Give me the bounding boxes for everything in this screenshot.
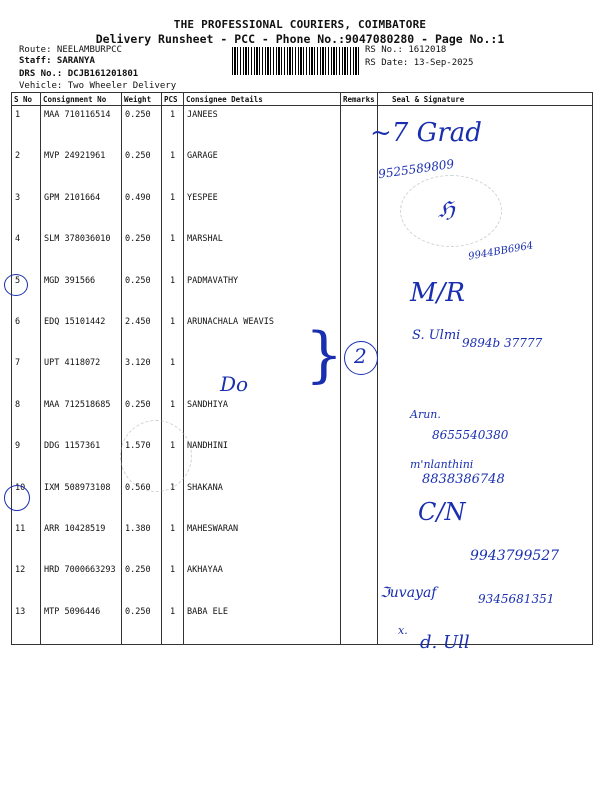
row-seal <box>378 603 593 645</box>
row-weight: 0.250 <box>122 561 162 602</box>
row-consignee: ARUNACHALA WEAVIS <box>184 313 341 354</box>
row-consignee: JANEES <box>184 106 341 148</box>
table-row <box>12 147 593 188</box>
row-consignment: GPM 2101664 <box>41 189 122 230</box>
col-remarks: Remarks <box>341 93 378 106</box>
row-remarks <box>341 396 378 437</box>
row-sno: 9 <box>12 437 41 478</box>
row-consignee: SANDHIYA <box>184 396 341 437</box>
row-consignment: IXM 508973108 <box>41 479 122 520</box>
ditto-mark: Do <box>220 372 249 396</box>
phone-row-11: 9943799527 <box>470 548 560 564</box>
row-consignee: MARSHAL <box>184 230 341 271</box>
row-consignment: MVP 24921961 <box>41 147 122 188</box>
row-consignee: PADMAVATHY <box>184 272 341 313</box>
row-remarks <box>341 230 378 271</box>
row-pcs: 1 <box>162 272 184 313</box>
row-consignment: ARR 10428519 <box>41 520 122 561</box>
row-sno: 13 <box>12 603 41 645</box>
col-weight: Weight <box>122 93 162 106</box>
row-weight: 2.450 <box>122 313 162 354</box>
office-stamp <box>120 420 192 492</box>
row-sno: 7 <box>12 354 41 395</box>
table-row <box>12 354 593 395</box>
row-sno: 2 <box>12 147 41 188</box>
row-weight: 0.250 <box>122 272 162 313</box>
row-sno: 12 <box>12 561 41 602</box>
row-pcs: 1 <box>162 520 184 561</box>
row-consignment: MAA 712518685 <box>41 396 122 437</box>
row-sno: 1 <box>12 106 41 148</box>
table-row <box>12 106 593 148</box>
row-consignment: DDG 1157361 <box>41 437 122 478</box>
route-label: Route: NEELAMBURPCC <box>19 45 122 55</box>
row-consignment: HRD 7000663293 <box>41 561 122 602</box>
row-seal <box>378 354 593 395</box>
row-consignee: GARAGE <box>184 147 341 188</box>
row-sno: 3 <box>12 189 41 230</box>
phone-row-9: 8838386748 <box>422 472 505 487</box>
row-consignee: SHAKANA <box>184 479 341 520</box>
row-consignee: NANDHINI <box>184 437 341 478</box>
col-sno: S No <box>12 93 41 106</box>
col-consignment: Consignment No <box>41 93 122 106</box>
row-remarks <box>341 147 378 188</box>
phone-row-6: 9894b 37777 <box>462 336 543 350</box>
table-row <box>12 189 593 230</box>
row-sno: 8 <box>12 396 41 437</box>
row-remarks <box>341 561 378 602</box>
row-pcs: 1 <box>162 354 184 395</box>
remark-mr: M/R <box>410 278 465 308</box>
row-pcs: 1 <box>162 603 184 645</box>
row-remarks <box>341 437 378 478</box>
row-consignee: YESPEE <box>184 189 341 230</box>
row-remarks <box>341 189 378 230</box>
row-consignee: BABA ELE <box>184 603 341 645</box>
row-remarks <box>341 479 378 520</box>
row-consignment: SLM 378036010 <box>41 230 122 271</box>
row-sno: 11 <box>12 520 41 561</box>
phone-row-12: 9345681351 <box>478 592 555 606</box>
vehicle-label: Vehicle: Two Wheeler Delivery <box>19 81 177 91</box>
row-consignee: MAHESWARAN <box>184 520 341 561</box>
col-consignee: Consignee Details <box>184 93 341 106</box>
row-weight: 0.250 <box>122 106 162 148</box>
row-pcs: 1 <box>162 396 184 437</box>
circled-two-text: 2 <box>354 344 367 368</box>
table-row <box>12 272 593 313</box>
row-consignment: MTP 5096446 <box>41 603 122 645</box>
row-weight: 3.120 <box>122 354 162 395</box>
row-pcs: 1 <box>162 313 184 354</box>
row-pcs: 1 <box>162 230 184 271</box>
signature-row-12: ℑuvayaf <box>380 585 437 601</box>
phone-row-8: 8655540380 <box>432 428 509 442</box>
signature-row-13: d. Ull <box>420 632 470 653</box>
row-sno: 4 <box>12 230 41 271</box>
row-weight: 0.250 <box>122 147 162 188</box>
table-header-row <box>12 93 593 106</box>
circled-row-10 <box>4 485 30 511</box>
row-pcs: 1 <box>162 106 184 148</box>
row-sno: 5 <box>12 272 41 313</box>
table-row <box>12 437 593 478</box>
row-pcs: 1 <box>162 437 184 478</box>
rs-date: RS Date: 13-Sep-2025 <box>365 58 474 68</box>
col-pcs: PCS <box>162 93 184 106</box>
row-remarks <box>341 603 378 645</box>
row-remarks <box>341 520 378 561</box>
signature-row-1: ~7 Grad <box>370 118 482 148</box>
row-remarks <box>341 272 378 313</box>
table-row <box>12 479 593 520</box>
row-pcs: 1 <box>162 479 184 520</box>
barcode-image <box>232 47 360 75</box>
row-pcs: 1 <box>162 147 184 188</box>
brace-mark: } <box>305 320 344 390</box>
company-title: THE PROFESSIONAL COURIERS, COIMBATORE <box>173 18 427 31</box>
name-row-6: S. Ulmi <box>412 328 461 343</box>
drs-number: DRS No.: DCJB161201801 <box>19 69 139 79</box>
row-weight: 0.250 <box>122 396 162 437</box>
row-pcs: 1 <box>162 561 184 602</box>
row-consignment: UPT 4118072 <box>41 354 122 395</box>
row-weight: 0.250 <box>122 230 162 271</box>
row-pcs: 1 <box>162 189 184 230</box>
row-consignee: AKHAYAA <box>184 561 341 602</box>
col-seal: Seal & Signature <box>378 93 593 106</box>
row-consignment: MAA 710116514 <box>41 106 122 148</box>
runsheet-subtitle: Delivery Runsheet - PCC - Phone No.:9047080280 - Page No.:1 <box>95 32 505 46</box>
row-weight: 0.490 <box>122 189 162 230</box>
signature-row-3: ℌ <box>438 198 455 223</box>
rs-number: RS No.: 1612018 <box>365 45 447 55</box>
row-weight: 1.570 <box>122 437 162 478</box>
mark-x: x. <box>398 624 408 637</box>
row-sno: 6 <box>12 313 41 354</box>
phone-row-2: 9525589809 <box>377 156 455 182</box>
row-weight: 0.250 <box>122 603 162 645</box>
row-consignment: MGD 391566 <box>41 272 122 313</box>
staff-label: Staff: SARANYA <box>19 56 95 66</box>
circled-row-5 <box>4 274 28 296</box>
name-row-8: Arun. <box>410 408 441 421</box>
name-row-9: m'nlanthini <box>410 458 474 471</box>
row-sno: 10 <box>12 479 41 520</box>
row-weight: 0.560 <box>122 479 162 520</box>
row-weight: 1.380 <box>122 520 162 561</box>
remark-cn: C/N <box>418 498 466 526</box>
phone-row-4: 9944BB6964 <box>467 240 535 263</box>
table-row <box>12 603 593 645</box>
row-consignment: EDQ 15101442 <box>41 313 122 354</box>
